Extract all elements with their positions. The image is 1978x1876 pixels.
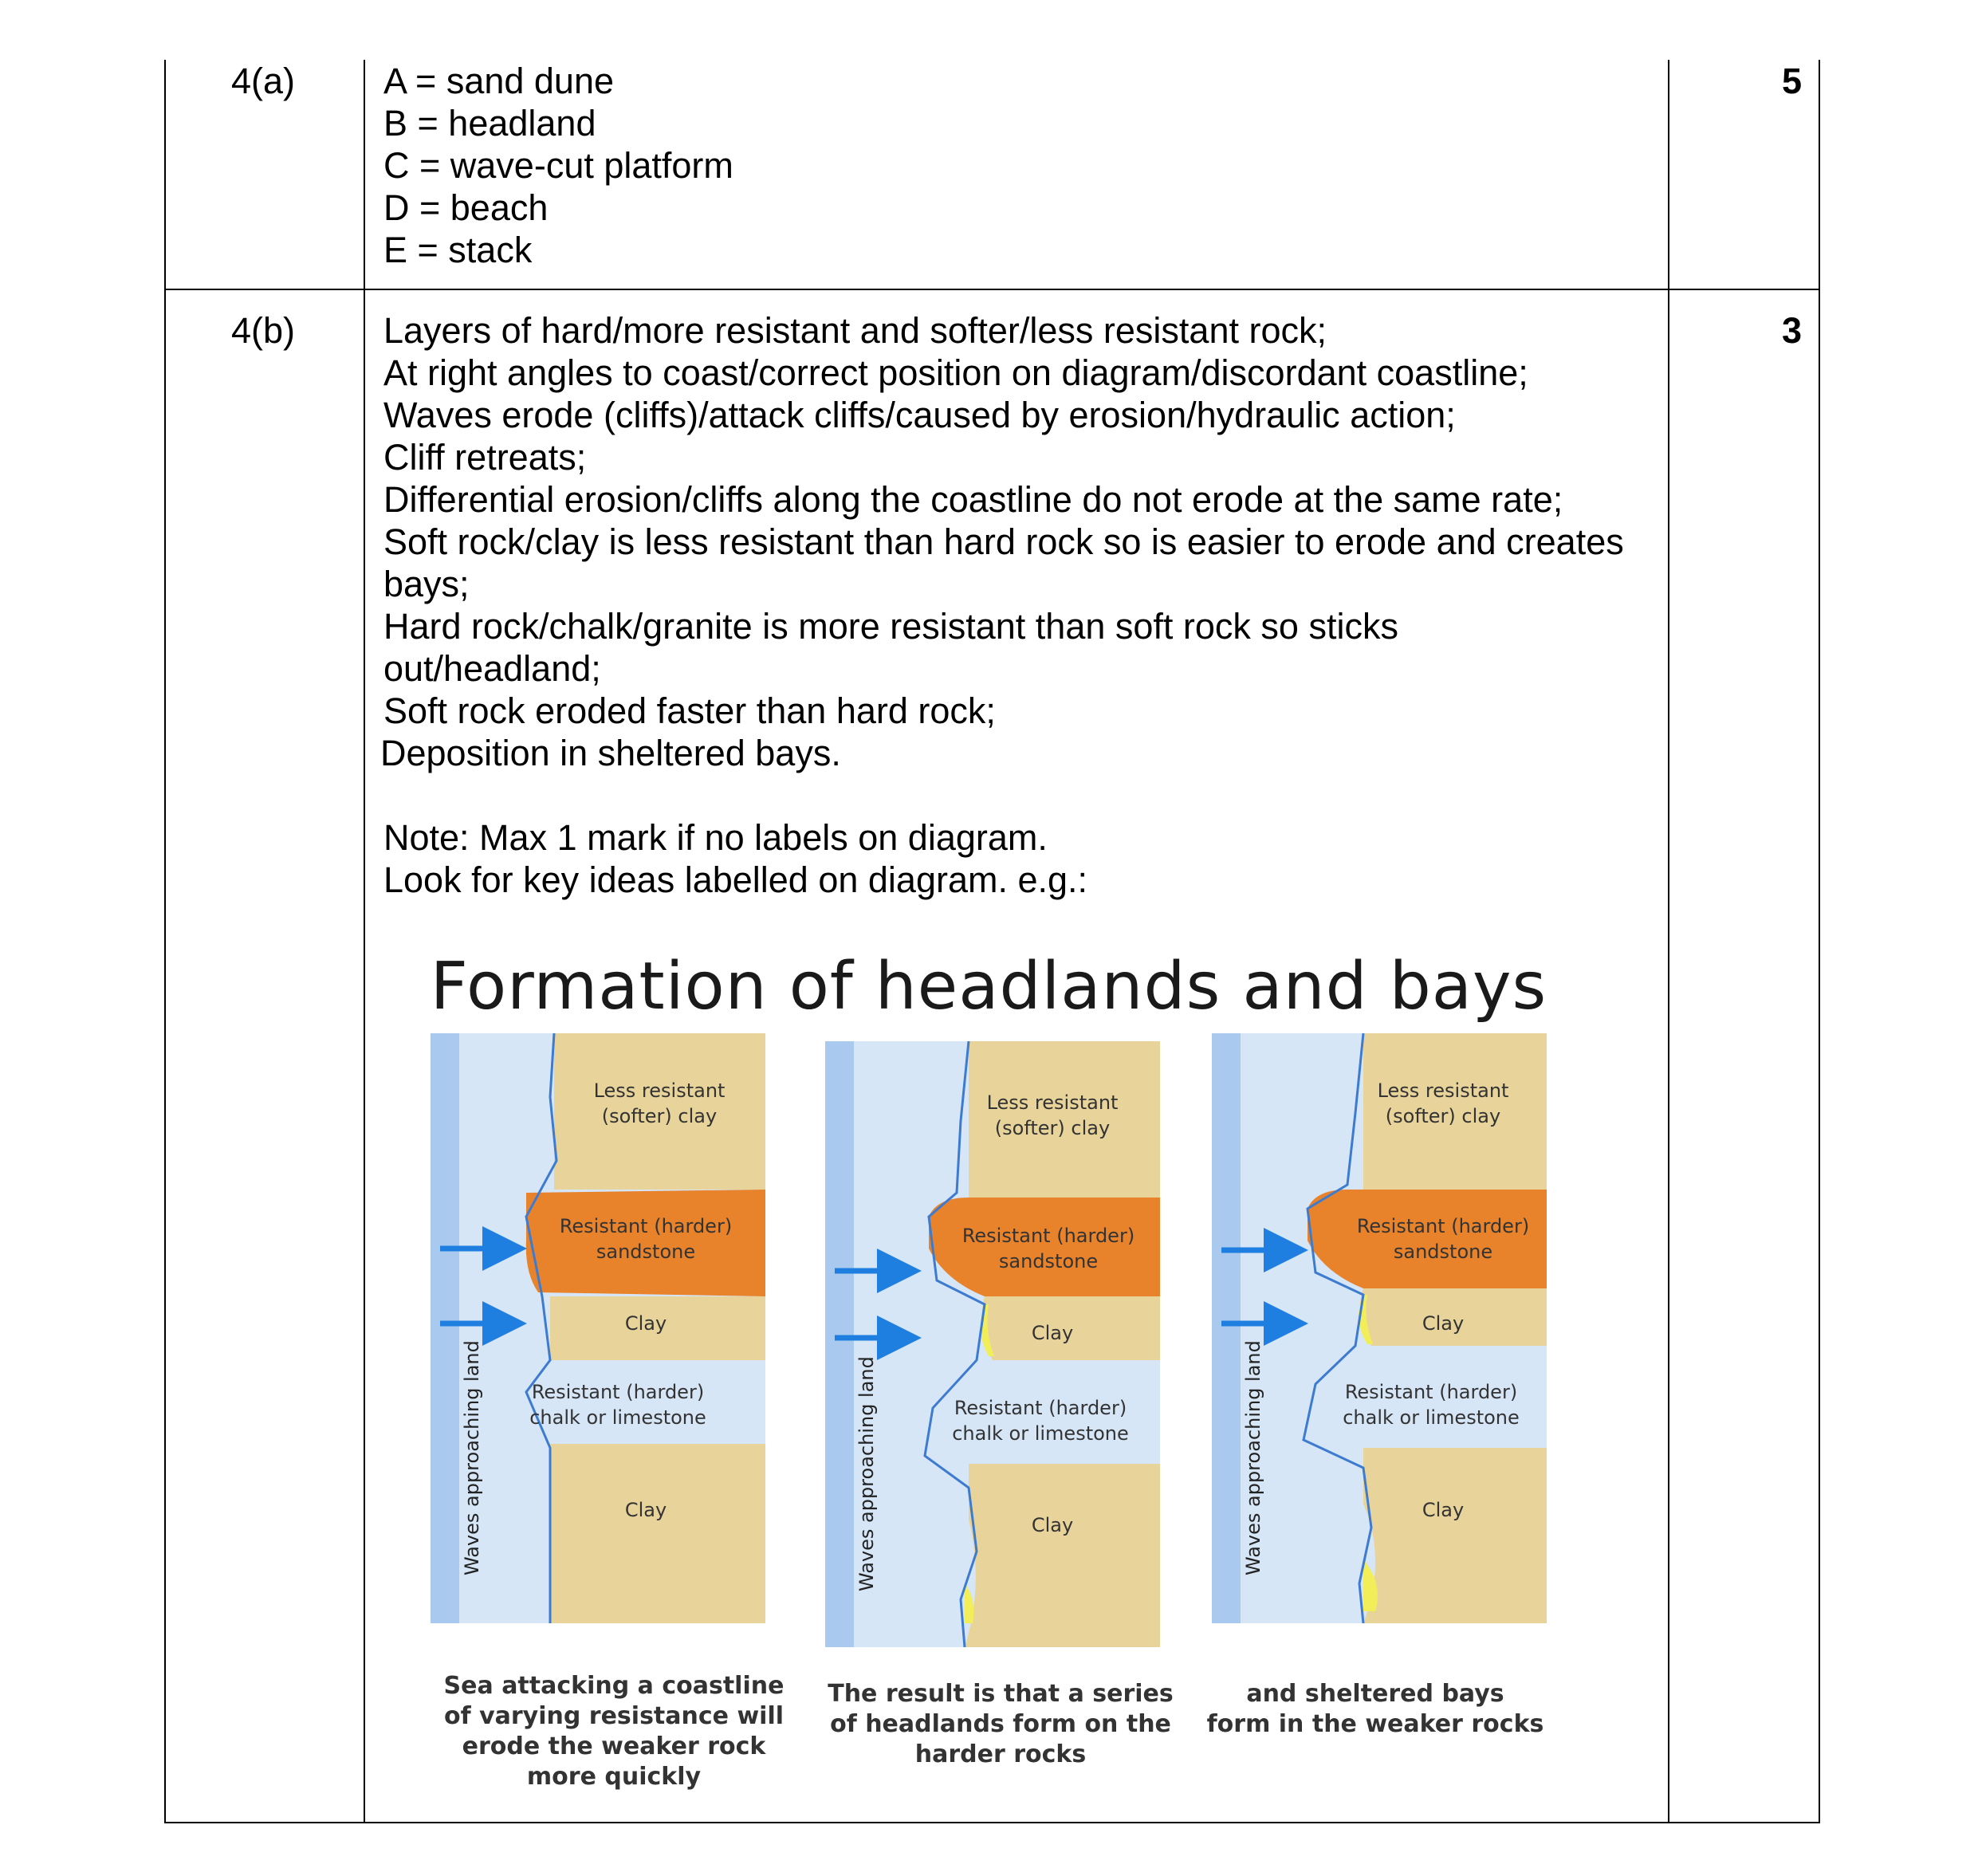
clay-label: Clay <box>624 1312 667 1335</box>
less-resistant-label: Less resistant <box>1377 1080 1509 1102</box>
sandstone-headland <box>1308 1190 1547 1288</box>
clay-layer-bottom <box>550 1444 765 1623</box>
answer-line: Cliff retreats; <box>383 437 587 478</box>
clay-label: Clay <box>1031 1322 1074 1344</box>
table-right-border <box>1819 60 1820 1823</box>
caption-line: form in the weaker rocks <box>1206 1710 1544 1738</box>
answer-line: Waves erode (cliffs)/attack cliffs/caused by erosion/hydraulic action; <box>383 395 1456 435</box>
waves-label: Waves approaching land <box>1242 1340 1264 1575</box>
caption-line: of varying resistance will <box>443 1702 785 1730</box>
chalk-label: Resistant (harder) <box>1344 1381 1518 1403</box>
note-line: Look for key ideas labelled on diagram. e.g.: <box>383 859 1088 900</box>
row-divider <box>164 289 1820 290</box>
answer-line: A = sand dune <box>383 61 615 101</box>
less-resistant-label: Less resistant <box>986 1091 1119 1114</box>
less-resistant-label: (softer) clay <box>601 1105 718 1127</box>
headlands-bays-diagram <box>415 947 1563 1792</box>
diagram-panels <box>415 1033 1563 1735</box>
chalk-label: Resistant (harder) <box>954 1397 1127 1419</box>
caption-line: harder rocks <box>914 1740 1087 1768</box>
caption-panel-3 <box>1188 1679 1563 1740</box>
question-number-4b: 4(b) <box>231 310 296 351</box>
clay-label: Clay <box>1031 1514 1074 1536</box>
note-line: Note: Max 1 mark if no labels on diagram. <box>383 817 1048 858</box>
sandstone-label: Resistant (harder) <box>559 1215 733 1237</box>
table-bottom-border <box>164 1822 1820 1823</box>
caption-line: The result is that a series <box>828 1680 1174 1708</box>
table-col-divider-1 <box>364 60 365 1823</box>
answer-line: D = beach <box>383 187 549 228</box>
clay-label: Clay <box>1422 1312 1465 1335</box>
diagram-panel-3 <box>1212 1033 1547 1623</box>
answer-line: out/headland; <box>383 648 601 689</box>
diagram-panel-2 <box>825 1041 1160 1647</box>
caption-panel-1 <box>415 1671 813 1792</box>
answer-line: Layers of hard/more resistant and softer/less resistant rock; <box>383 310 1327 351</box>
diagram-panel-1 <box>431 1033 765 1623</box>
answer-line: Soft rock/clay is less resistant than hard rock so is easier to erode and creates <box>383 521 1624 562</box>
diagram-title: Formation of headlands and bays <box>430 949 1547 1025</box>
answer-list-4a <box>383 60 733 271</box>
clay-layer-bottom <box>1363 1448 1547 1623</box>
table-left-border <box>164 60 166 1823</box>
caption-line: of headlands form on the <box>830 1710 1171 1738</box>
caption-panel-2 <box>801 1679 1200 1770</box>
answer-line: Hard rock/chalk/granite is more resistant than soft rock so sticks <box>383 606 1398 647</box>
marks-4a: 5 <box>1781 61 1802 101</box>
marks-4b: 3 <box>1781 310 1802 351</box>
question-number-4a: 4(a) <box>231 61 296 101</box>
waves-label: Waves approaching land <box>855 1356 878 1591</box>
chalk-label: chalk or limestone <box>529 1406 706 1429</box>
answer-line: Deposition in sheltered bays. <box>380 733 841 773</box>
marking-note <box>383 816 1087 901</box>
answer-line: Differential erosion/cliffs along the coastline do not erode at the same rate; <box>383 479 1563 520</box>
chalk-label: chalk or limestone <box>952 1422 1129 1445</box>
waves-label: Waves approaching land <box>461 1340 483 1575</box>
answer-line: Soft rock eroded faster than hard rock; <box>383 690 996 731</box>
answer-line: At right angles to coast/correct position on diagram/discordant coastline; <box>383 352 1528 393</box>
clay-label: Clay <box>624 1499 667 1521</box>
table-col-divider-2 <box>1668 60 1669 1823</box>
caption-line: more quickly <box>526 1763 702 1791</box>
sandstone-headland <box>929 1198 1160 1296</box>
sandstone-label: sandstone <box>596 1241 696 1263</box>
answer-list-4b <box>380 309 1624 774</box>
caption-line: and sheltered bays <box>1246 1680 1504 1708</box>
chalk-label: Resistant (harder) <box>531 1381 705 1403</box>
chalk-label: chalk or limestone <box>1343 1406 1520 1429</box>
sandstone-label: sandstone <box>1393 1241 1493 1263</box>
answer-line: bays; <box>383 564 470 604</box>
sandstone-label: sandstone <box>998 1250 1099 1272</box>
sandstone-label: Resistant (harder) <box>1356 1215 1530 1237</box>
less-resistant-label: Less resistant <box>593 1080 726 1102</box>
less-resistant-label: (softer) clay <box>994 1117 1111 1139</box>
caption-line: erode the weaker rock <box>462 1732 766 1760</box>
clay-label: Clay <box>1422 1499 1465 1521</box>
answer-line: C = wave-cut platform <box>383 145 733 186</box>
clay-layer-bottom <box>965 1464 1160 1647</box>
sandstone-label: Resistant (harder) <box>961 1225 1135 1247</box>
less-resistant-label: (softer) clay <box>1385 1105 1501 1127</box>
answer-line: B = headland <box>383 103 596 144</box>
caption-line: Sea attacking a coastline <box>443 1672 785 1700</box>
answer-line: E = stack <box>383 230 533 270</box>
